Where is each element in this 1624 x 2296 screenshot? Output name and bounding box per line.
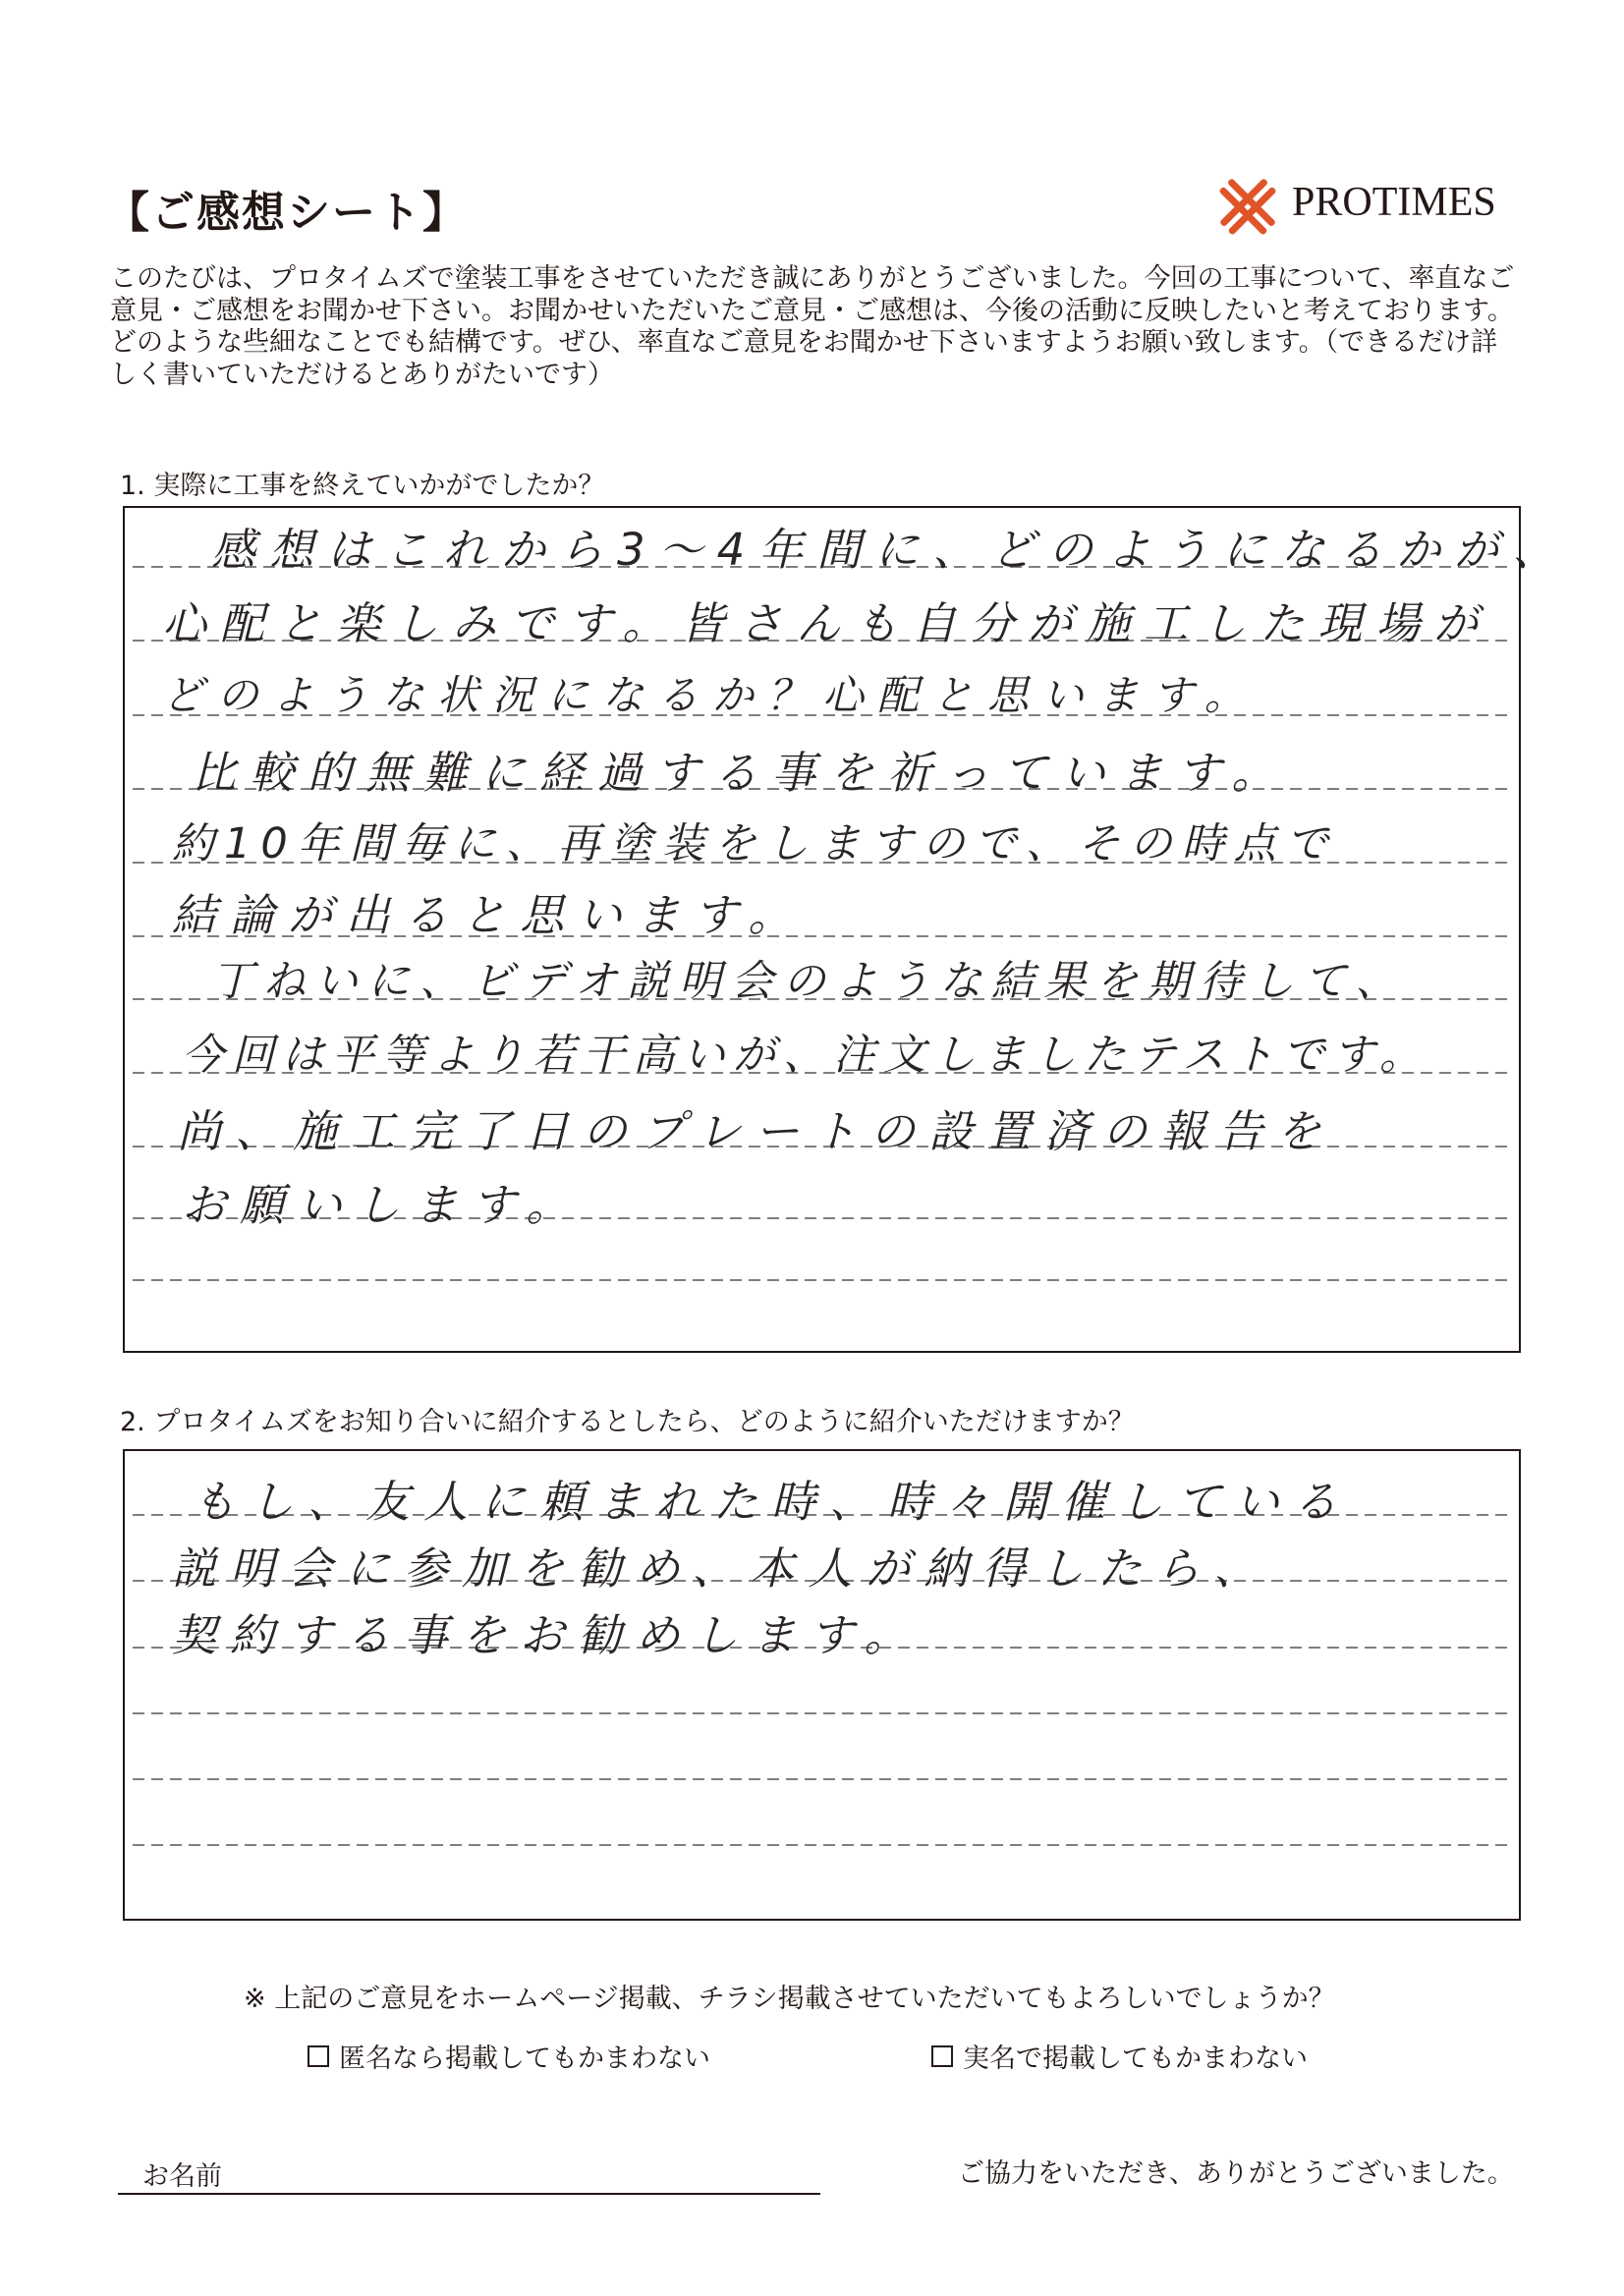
answer-1-line: 丁ねいに、ビデオ説明会のような結果を期待して、 xyxy=(211,957,1408,1006)
checkbox-anonymous[interactable] xyxy=(308,2045,329,2067)
option-anonymous[interactable] xyxy=(308,2037,710,2075)
answer-1-line: どのような状況になるか？心配と思います。 xyxy=(162,671,1260,719)
name-field[interactable] xyxy=(118,2193,820,2195)
name-label: お名前 xyxy=(142,2161,222,2192)
answer-1-line: 心配と楽しみです。皆さんも自分が施工した現場が xyxy=(162,597,1492,649)
thanks-text: ご協力をいただき、ありがとうございました。 xyxy=(958,2158,1514,2189)
publication-consent-note: ※ 上記のご意見をホームページ掲載、チラシ掲載させていただいてもよろしいでしょうか？ xyxy=(244,1984,1335,2014)
answer-1-line: 尚、施工完了日のプレートの設置済の報告を xyxy=(177,1105,1335,1157)
option-anonymous-label: 匿名なら掲載してもかまわない xyxy=(339,2044,710,2074)
answer-2-line: もし、友人に頼まれた時、時々開催している xyxy=(192,1476,1352,1528)
question-1-label: 1. 実際に工事を終えていかがでしたか？ xyxy=(120,471,605,501)
option-realname-label: 実名で掲載してもかまわない xyxy=(963,2044,1308,2074)
page-title: 【ご感想シート】 xyxy=(106,188,468,238)
question-2-label: 2. プロタイムズをお知り合いに紹介するとしたら、どのように紹介いただけますか？ xyxy=(120,1407,1135,1437)
answer-1-line: 結論が出ると思います。 xyxy=(172,889,807,941)
checkbox-realname[interactable] xyxy=(931,2045,953,2067)
answer-2-line: 説明会に参加を勧め、本人が納得したら、 xyxy=(172,1542,1272,1595)
answer-1-line: 比較的無難に経過する事を祈っています。 xyxy=(192,747,1290,799)
answer-1-line: 約10年間毎に、再塗装をしますので、その時点で xyxy=(172,819,1338,868)
intro-text: このたびは、プロタイムズで塗装工事をさせていただき誠にありがとうございました。今回の工事について、率直なご意見・ご感想をお聞かせ下さい。お聞かせいただいたご意見・ご感想は、今後の活動に反映したいと考えております。どのような些細なことでも結構です。ぜひ、率直なご意見をお聞かせ下さいますようお願い致します。（できるだけ詳しく書いていただけるとありがたいです） xyxy=(110,263,1515,390)
answer-1-line: お願いします。 xyxy=(182,1179,585,1231)
answer-2-line: 契約する事をお勧めします。 xyxy=(172,1609,923,1661)
option-realname[interactable] xyxy=(931,2037,1308,2075)
answer-1-line: 今回は平等より若干高いが、注文しましたテストです。 xyxy=(182,1031,1429,1080)
answer-1-line: 感想はこれから3〜4年間に、どのようになるかが、 xyxy=(211,524,1571,576)
logo-wordmark: PROTIMES xyxy=(1292,180,1496,225)
